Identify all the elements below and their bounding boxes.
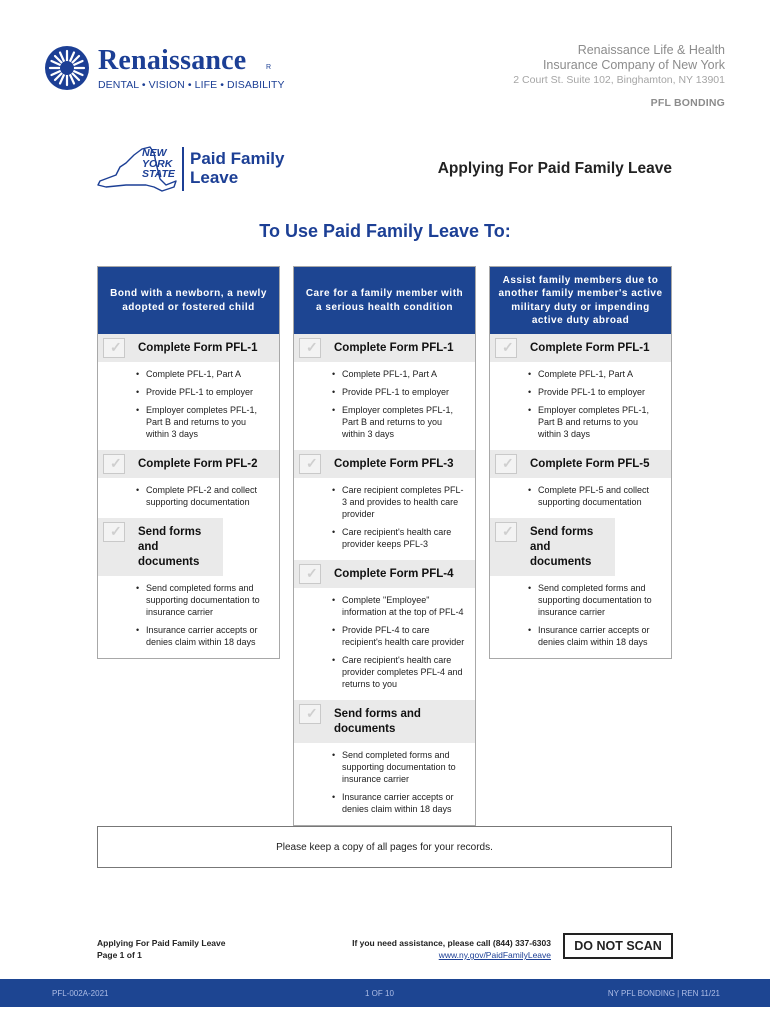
document-title: Applying For Paid Family Leave <box>437 160 672 177</box>
step-pfl-1 <box>294 334 475 450</box>
check-mark-icon[interactable]: ✓ <box>103 338 125 358</box>
step-title: Complete Form PFL-3 <box>334 458 454 470</box>
step-pfl-4 <box>294 560 475 700</box>
renaissance-logo <box>44 45 284 95</box>
check-mark-icon[interactable]: ✓ <box>299 454 321 474</box>
page-count: 1 OF 10 <box>365 989 394 998</box>
footer-assistance <box>352 937 551 961</box>
company-address: 2 Court St. Suite 102, Binghamton, NY 13901 <box>513 74 725 86</box>
step-title: Complete Form PFL-1 <box>530 342 650 354</box>
step-title: Complete Form PFL-4 <box>334 568 454 580</box>
footer-title: Applying For Paid Family Leave <box>97 938 226 948</box>
pfl-website-link[interactable]: www.ny.gov/PaidFamilyLeave <box>438 950 551 960</box>
list-item: • Send completed forms and supporting documentation to insurance carrier <box>334 749 467 785</box>
step-bullets <box>490 362 671 450</box>
step-bullets <box>294 478 475 560</box>
check-mark-icon[interactable]: ✓ <box>495 522 517 542</box>
step-title: Complete Form PFL-5 <box>530 458 650 470</box>
list-item: • Complete PFL-2 and collect supporting documentation <box>138 484 271 508</box>
step-pfl-1 <box>490 334 671 450</box>
section-title: To Use Paid Family Leave To: <box>259 221 511 241</box>
list-item: • Insurance carrier accepts or denies claim within 18 days <box>530 624 663 648</box>
logo-divider <box>182 147 184 191</box>
step-header <box>294 334 475 362</box>
step-bullets <box>98 478 279 518</box>
step-send-forms <box>490 518 671 658</box>
list-item: • Insurance carrier accepts or denies claim within 18 days <box>334 791 467 815</box>
brand-name: Renaissance <box>98 45 247 76</box>
list-item: • Employer completes PFL-1, Part B and returns to you within 3 days <box>530 404 663 440</box>
nys-line-2: YORK <box>142 157 173 170</box>
step-title: Complete Form PFL-1 <box>138 342 258 354</box>
step-bullets <box>490 576 671 658</box>
nys-line-3: STATE <box>142 168 175 180</box>
list-item: • Provide PFL-1 to employer <box>334 386 467 398</box>
form-type-label: PFL BONDING <box>650 97 725 109</box>
column-military-duty <box>489 266 672 659</box>
records-note <box>97 826 672 868</box>
form-revision: NY PFL BONDING | REN 11/21 <box>607 989 720 998</box>
step-title: Complete Form PFL-2 <box>138 458 258 470</box>
list-item: • Provide PFL-4 to care recipient's health care provider <box>334 624 467 648</box>
records-note-text: Please keep a copy of all pages for your records. <box>276 841 493 853</box>
step-bullets <box>294 743 475 825</box>
form-code: PFL-002A-2021 <box>52 989 109 998</box>
list-item: • Care recipient's health care provider keeps PFL-3 <box>334 526 467 550</box>
company-line-1: Renaissance Life & Health <box>577 43 725 57</box>
do-not-scan-stamp <box>563 933 673 959</box>
pfl-line-1: Paid Family <box>190 149 285 168</box>
check-mark-icon[interactable]: ✓ <box>299 338 321 358</box>
column-bond-child <box>97 266 280 659</box>
check-mark-icon[interactable]: ✓ <box>103 522 125 542</box>
step-bullets <box>98 362 279 450</box>
step-bullets <box>294 362 475 450</box>
assistance-phone: If you need assistance, please call (844) 337-6303 <box>352 938 551 948</box>
footer-doc-info <box>97 937 225 961</box>
step-header <box>294 700 475 743</box>
nys-line-1: NEW <box>142 147 167 159</box>
check-mark-icon[interactable]: ✓ <box>299 564 321 584</box>
step-header <box>490 334 671 362</box>
brand-registered-mark: R <box>266 64 272 71</box>
list-item: • Complete PFL-1, Part A <box>334 368 467 380</box>
column-family-care <box>293 266 476 826</box>
step-title: Send forms and documents <box>530 526 594 568</box>
list-item: • Complete "Employee" information at the top of PFL-4 <box>334 594 467 618</box>
list-item: • Provide PFL-1 to employer <box>138 386 271 398</box>
list-item: • Complete PFL-1, Part A <box>138 368 271 380</box>
step-header <box>490 518 615 576</box>
step-header <box>98 334 279 362</box>
pfl-program-label <box>190 149 284 187</box>
step-bullets <box>490 478 671 518</box>
starburst-logo-icon <box>44 45 90 91</box>
list-item: • Provide PFL-1 to employer <box>530 386 663 398</box>
brand-tagline: DENTAL • VISION • LIFE • DISABILITY <box>98 79 285 91</box>
list-item: • Employer completes PFL-1, Part B and returns to you within 3 days <box>138 404 271 440</box>
list-item: • Employer completes PFL-1, Part B and returns to you within 3 days <box>334 404 467 440</box>
step-send-forms <box>98 518 279 658</box>
step-header <box>98 450 279 478</box>
column-header: Care for a family member with a serious health condition <box>294 267 475 334</box>
step-title: Complete Form PFL-1 <box>334 342 454 354</box>
step-header <box>294 560 475 588</box>
bottom-bar <box>0 979 770 1007</box>
list-item: • Send completed forms and supporting documentation to insurance carrier <box>138 582 271 618</box>
footer-page: Page 1 of 1 <box>97 950 142 960</box>
list-item: • Complete PFL-5 and collect supporting documentation <box>530 484 663 508</box>
column-header: Assist family members due to another family member's active military duty or impending active duty abroad <box>490 267 671 334</box>
pfl-line-2: Leave <box>190 168 239 187</box>
check-mark-icon[interactable]: ✓ <box>299 704 321 724</box>
step-bullets <box>98 576 279 658</box>
step-pfl-1 <box>98 334 279 450</box>
check-mark-icon[interactable]: ✓ <box>495 338 517 358</box>
step-send-forms <box>294 700 475 825</box>
step-pfl-3 <box>294 450 475 560</box>
list-item: • Complete PFL-1, Part A <box>530 368 663 380</box>
check-mark-icon[interactable]: ✓ <box>103 454 125 474</box>
step-pfl-2 <box>98 450 279 518</box>
step-title: Send forms and documents <box>138 526 202 568</box>
step-header <box>490 450 671 478</box>
step-bullets <box>294 588 475 700</box>
nys-pfl-logo <box>96 145 286 195</box>
company-line-2: Insurance Company of New York <box>542 58 725 72</box>
list-item: • Insurance carrier accepts or denies claim within 18 days <box>138 624 271 648</box>
nys-state-label <box>142 148 175 180</box>
list-item: • Care recipient completes PFL-3 and provides to health care provider <box>334 484 467 520</box>
check-mark-icon[interactable]: ✓ <box>495 454 517 474</box>
list-item: • Send completed forms and supporting documentation to insurance carrier <box>530 582 663 618</box>
step-header <box>294 450 475 478</box>
do-not-scan-text: DO NOT SCAN <box>574 939 662 953</box>
list-item: • Care recipient's health care provider completes PFL-4 and returns to you <box>334 654 467 690</box>
step-pfl-5 <box>490 450 671 518</box>
step-header <box>98 518 223 576</box>
company-info <box>513 43 725 109</box>
step-title: Send forms and documents <box>334 708 421 735</box>
column-header: Bond with a newborn, a newly adopted or fostered child <box>98 267 279 334</box>
